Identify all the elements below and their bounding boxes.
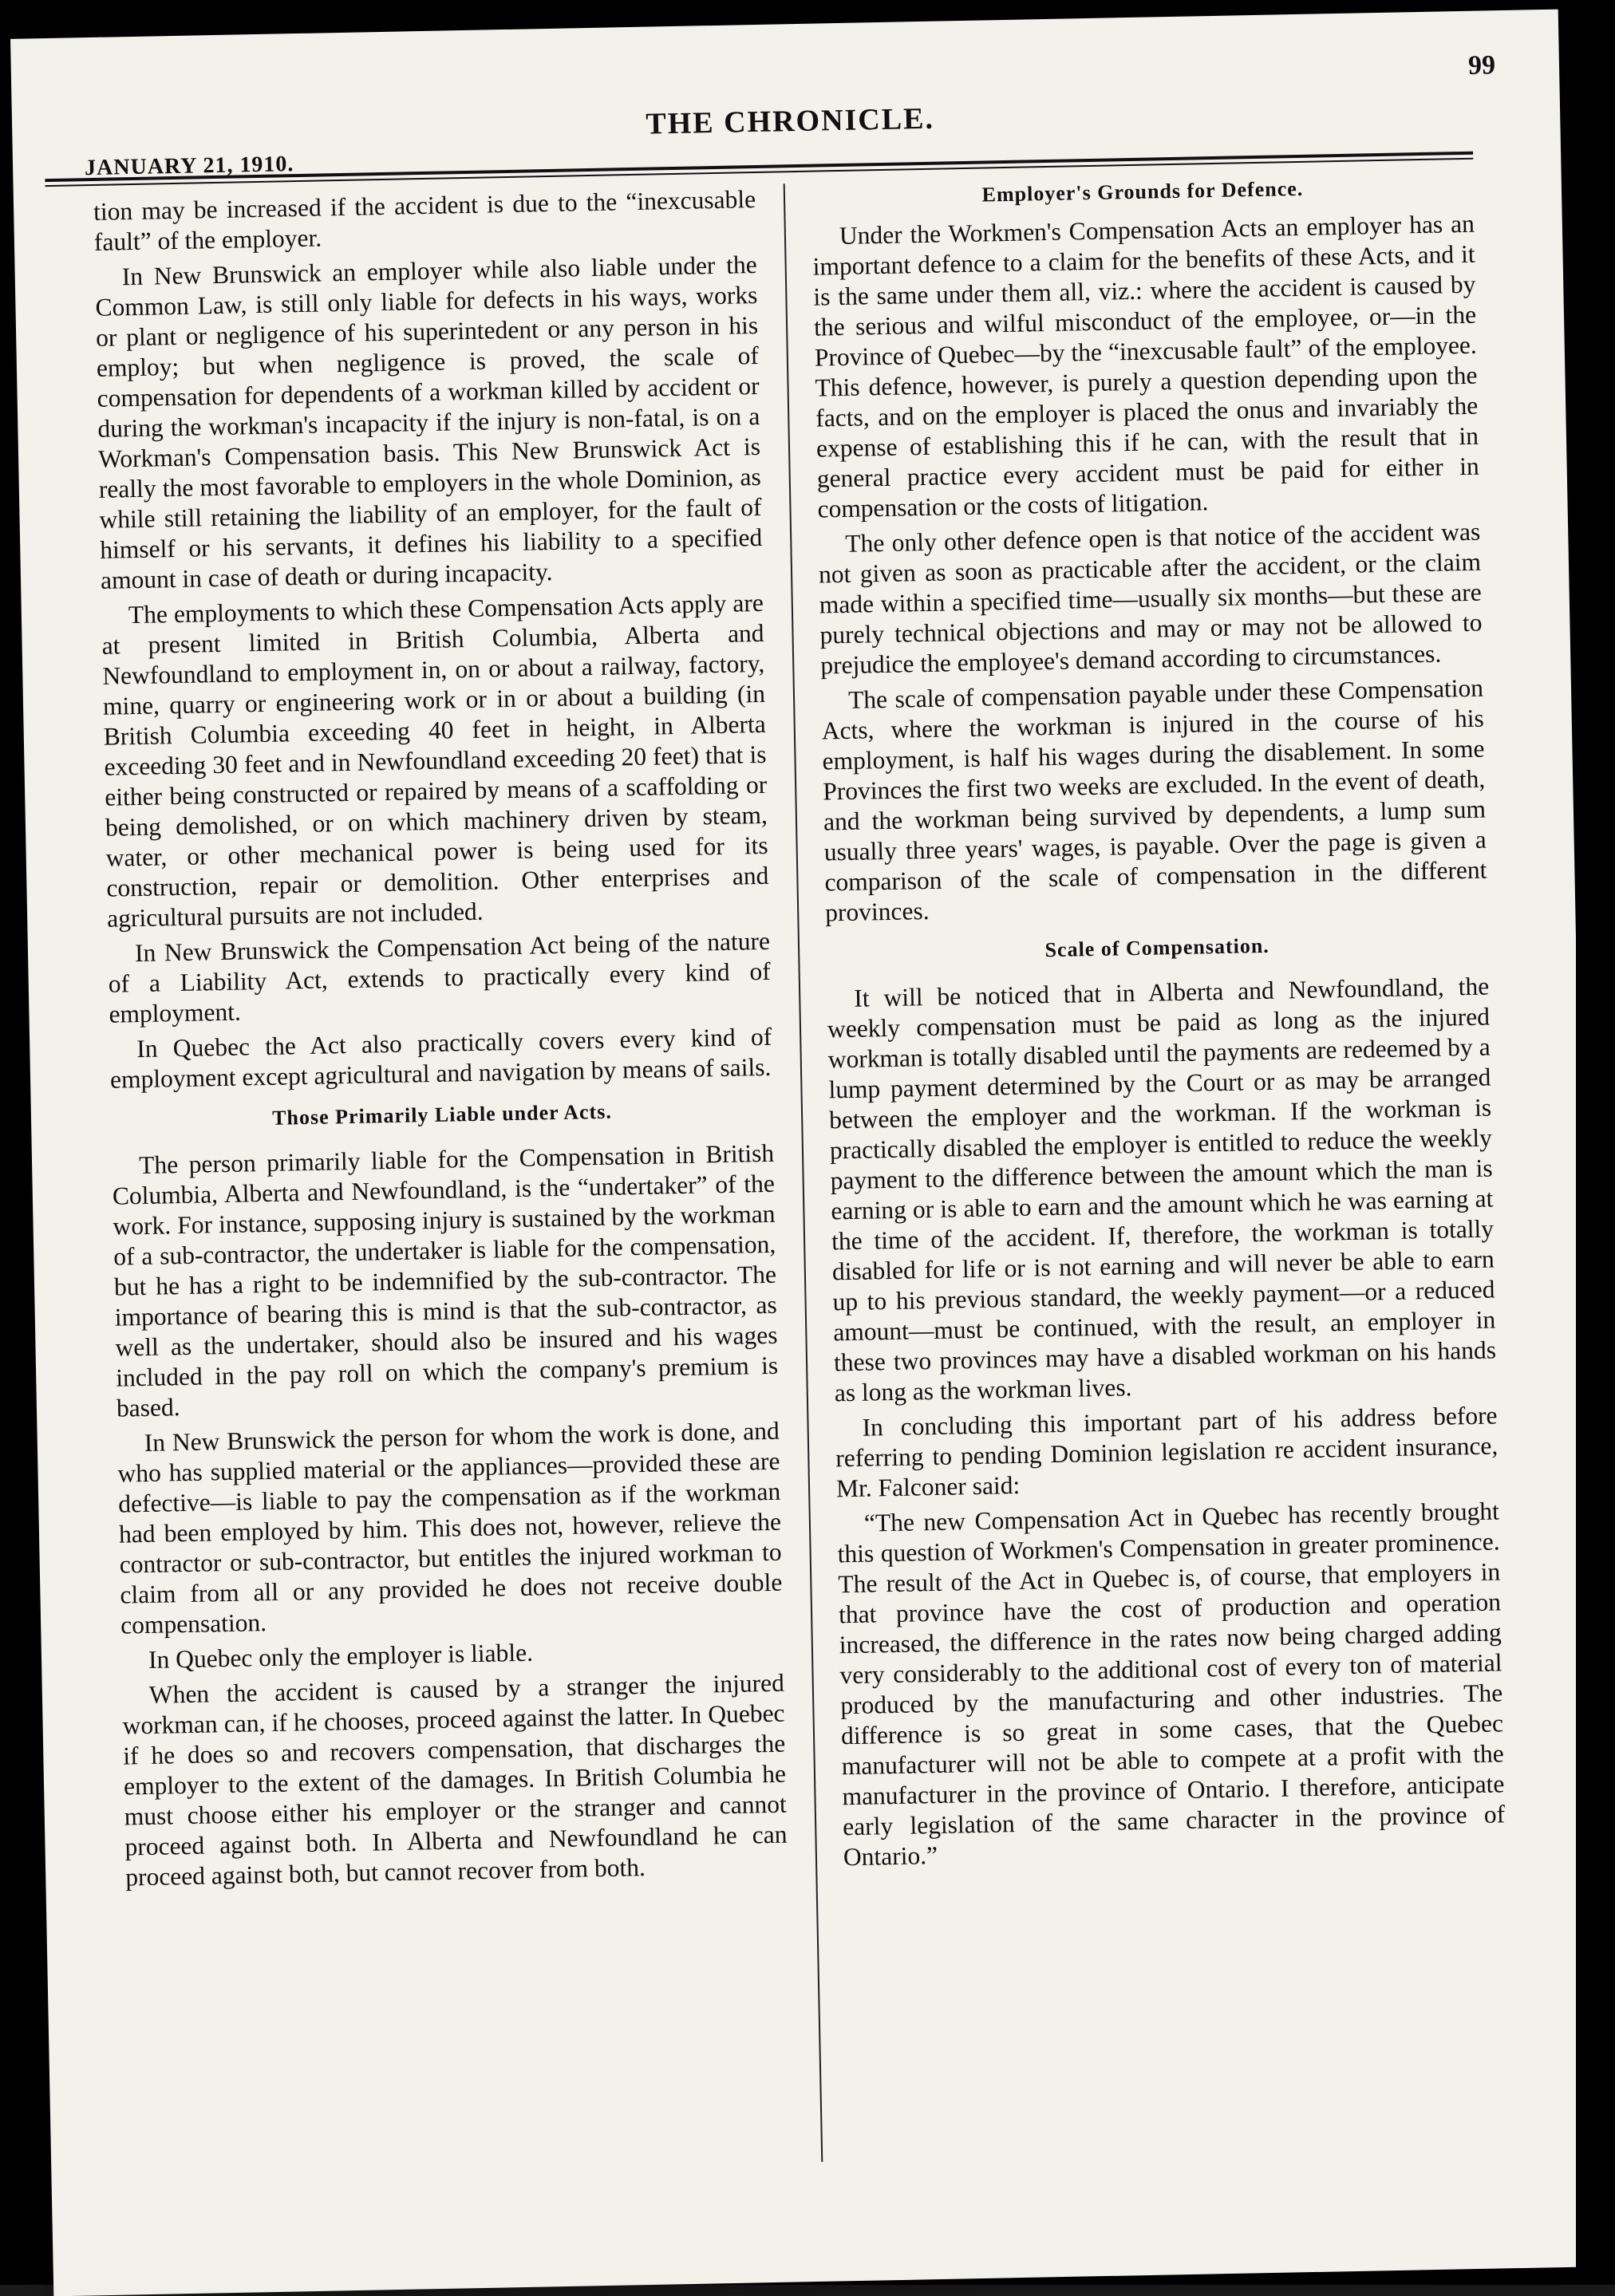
- paragraph: The person primarily liable for the Compensation in British Columbia, Alberta and Newfoundland, is the “undertaker” of the work. For instance, supposing injury is sustained by the workman of a sub-contractor, the undertaker is liable for the compensation, but he has a right to be indemnified by the sub-contractor. The importance of bearing this is mind is that the sub-contractor, as well as the undertaker, should also be insured and his wages included in the pay roll on which the company's premium is based.: [112, 1138, 779, 1422]
- section-heading: Those Primarily Liable under Acts.: [271, 1099, 613, 1130]
- newspaper-page: [10, 10, 1601, 2296]
- right-column: [811, 171, 1506, 1878]
- paragraph: The scale of compensation payable under these Compensation Acts, where the workman is injured in the course of his employment, is half his wages during the disablement. In some Provinces the first two weeks are excluded. In the event of death, and the workman being survived by dependents, a lump sum usually three years' wages, is payable. Over the page is given a comparison of the scale of compensation in the different provinces.: [821, 673, 1487, 927]
- paragraph: Under the Workmen's Compensation Acts an employer has an important defence to a claim for the benefits of these Acts, and it is the same under them all, viz.: where the accident is caused by the serious and wilful misconduct of the employee, or—in the Province of Quebec—by the “inexcusable fault” of the employee. This defence, however, is purely a question depending upon the facts, and on the employer is placed the onus and invariably the expense of establishing this if he can, with the result that in general practice every accident must be paid for either in compensation or the costs of litigation.: [812, 209, 1479, 523]
- paragraph: The employments to which these Compensation Acts apply are at present limited in British Columbia, Alberta and Newfoundland to employment in, on or about a railway, factory, mine, quarry or engineering work or in or about a building (in British Columbia exceeding 40 feet in height, in Alberta exceeding 30 feet and in Newfoundland exceeding 20 feet) that is either being constructed or repaired by means of a scaffolding or being demolished, or on which machinery driven by steam, water, or other mechanical power is being used for its construction, repair or demolition. Other enterprises and agricultural pursuits are not included.: [101, 588, 769, 933]
- paragraph: When the accident is caused by a stranger the injured workman can, if he chooses, proceed against the latter. In Quebec if he does so and recovers compensation, that discharges the employer to the extent of the damages. In British Columbia he must choose either his employer or the stranger and cannot proceed against both. In Alberta and Newfoundland he can proceed against both, but cannot recover from both.: [122, 1668, 788, 1892]
- section-heading: Scale of Compensation.: [1044, 933, 1270, 962]
- paragraph: In Quebec the Act also practically covers every kind of employment except agricultural and navigation by means of sails.: [109, 1022, 772, 1094]
- publication-title: THE CHRONICLE.: [645, 101, 935, 141]
- article-columns: [93, 170, 1553, 2255]
- left-column: [93, 184, 788, 1898]
- paragraph: In New Brunswick the person for whom the work is done, and who has supplied material or the appliances—provided these are defective—is liable to pay the compensation as if the workman had been employed by him. This does not, however, relieve the contractor or sub-contractor, but entitles the injured workman to claim from all or any provided he does not receive double compensation.: [117, 1416, 783, 1639]
- paragraph: “The new Compensation Act in Quebec has recently brought this question of Workmen's Compensation in greater prominence. The result of the Act in Quebec is, of course, that employers in that province have the cost of production and operation increased, the difference in the rates now being charged adding very considerably to the additional cost of every ton of material produced by the manufacturing and other industries. The difference is so great in some cases, that the Quebec manufacturer will not be able to compete at a profit with the manufacturer in the province of Ontario. I therefore, anticipate early legislation of the same character in the province of Ontario.”: [837, 1497, 1506, 1872]
- paragraph: tion may be increased if the accident is due to the “inexcusable fault” of the employer.: [93, 184, 756, 256]
- paragraph: In Quebec only the employer is liable.: [148, 1638, 534, 1674]
- page-number: 99: [1467, 50, 1496, 81]
- scan-edge: [1576, 0, 1615, 2285]
- paragraph: In concluding this important part of his address before referring to pending Dominion legislation re accident insurance, Mr. Falconer said:: [835, 1401, 1499, 1503]
- section-heading: Employer's Grounds for Defence.: [981, 176, 1304, 207]
- paragraph: In New Brunswick an employer while also liable under the Common Law, is still only liable for defects in his ways, works or plant or negligence of his superintedent or any person in his employ; but when negligence is proved, the scale of compensation for dependents of a workman killed by accident or during the workman's incapacity if the injury is non-fatal, is on a Workman's Compensation basis. This New Brunswick Act is really the most favorable to employers in the whole Dominion, as while still retaining the liability of an employer, for the fault of himself or his servants, it defines his liability to a specified amount in case of death or during incapacity.: [95, 250, 763, 594]
- paragraph: In New Brunswick the Compensation Act being of the nature of a Liability Act, extends to practically every kind of employment.: [108, 926, 771, 1028]
- paragraph: It will be noticed that in Alberta and Newfoundland, the weekly compensation must be paid as long as the injured workman is totally disabled until the payments are redeemed by a lump payment determined by the Court or as may be arranged between the employer and the workman. If the workman is practically disabled the employer is entitled to reduce the weekly payment to the difference between the amount which the man is earning or is able to earn and the amount which he was earning at the time of the accident. If, therefore, the workman is totally disabled for life or is not earning and will never be able to earn up to his previous standard, the weekly payment—or a reduced amount—must be continued, with the result, an employer in these two provinces may have a disabled workman on his hands as long as the workman lives.: [827, 972, 1497, 1407]
- page-header: [59, 42, 1521, 181]
- paragraph: The only other defence open is that notice of the accident was not given as soon as practicable after the accident, or the claim made within a specified time—usually six months—but these are purely technical objections and may or may not be allowed to prejudice the employee's demand according to circumstances.: [818, 517, 1483, 680]
- issue-date: JANUARY 21, 1910.: [84, 152, 294, 181]
